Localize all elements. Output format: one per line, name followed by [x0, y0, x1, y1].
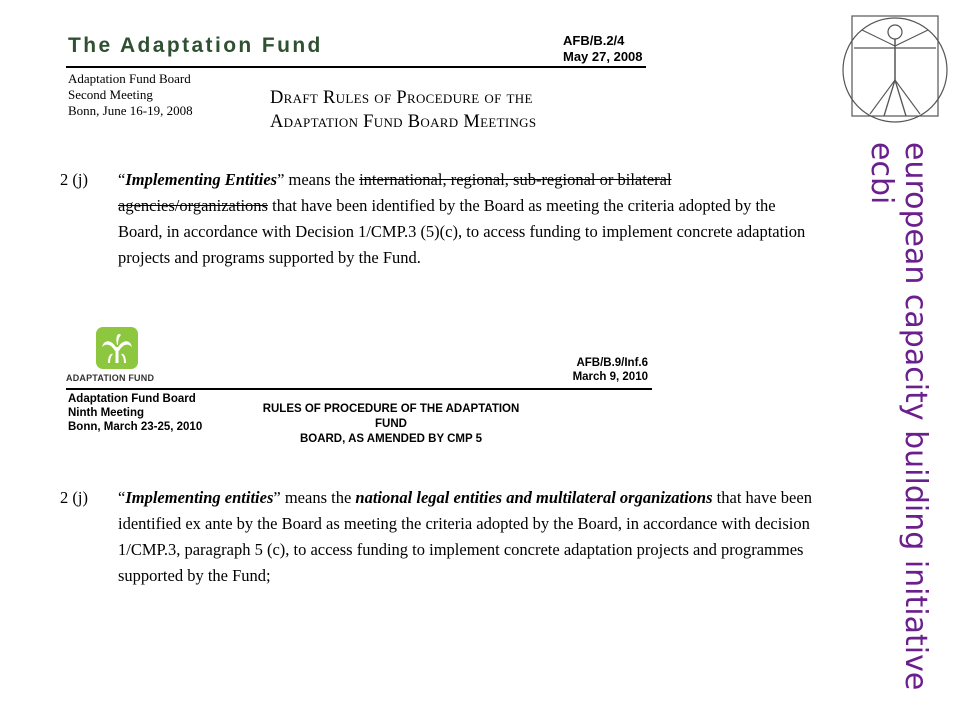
doc2-title-line2: BOARD, AS AMENDED BY CMP 5 — [299, 433, 483, 445]
doc2-reference — [540, 356, 648, 384]
para2-text-b: that have been identified ex ante by the Board as meeting the criteria adopted by the Board, in accordance with decision 1/CMP.3, paragraph 5 (c), to access funding to implement concrete adaptation projects and programmes supported by the Fund; — [118, 488, 812, 585]
doc2-title — [256, 402, 526, 447]
doc2-meeting-info — [68, 392, 202, 434]
ecbi-banner — [832, 142, 933, 691]
doc1-meeting: Second Meeting — [68, 87, 153, 102]
doc2-meeting: Ninth Meeting — [68, 407, 145, 419]
para1-number: 2 (j) — [60, 170, 88, 189]
doc1-meeting-info — [68, 71, 193, 119]
para2-emphasis: national legal entities and multilateral organizations — [355, 488, 713, 507]
para1-text — [118, 167, 818, 271]
ecbi-full-name: european capacity building initiative — [898, 142, 933, 691]
doc1-ref-date: May 27, 2008 — [563, 49, 643, 64]
doc2-ref-number: AFB/B.9/Inf.6 — [576, 357, 648, 369]
doc1-location-date: Bonn, June 16-19, 2008 — [68, 103, 193, 118]
doc1-reference — [563, 33, 643, 65]
para2-quote-close: ” — [273, 488, 281, 507]
para1-term: Implementing Entities — [125, 170, 278, 189]
logo-label: ADAPTATION FUND — [66, 373, 155, 383]
adaptation-fund-leaf-icon — [96, 327, 138, 369]
doc2-board: Adaptation Fund Board — [68, 393, 196, 405]
para1-quote-open: “ — [118, 170, 126, 189]
doc1-board: Adaptation Fund Board — [68, 71, 191, 86]
para2-term: Implementing entities — [125, 488, 274, 507]
doc1-title-line2: Adaptation Fund Board Meetings — [270, 112, 537, 132]
doc1-ref-number: AFB/B.2/4 — [563, 33, 625, 48]
para1-text-a: means the — [284, 170, 360, 189]
ecbi-banner-text — [864, 142, 933, 691]
para2-text-a: means the — [280, 488, 356, 507]
para2-number: 2 (j) — [60, 488, 88, 507]
para1-quote-close: ” — [277, 170, 285, 189]
doc2-title-line1: RULES OF PROCEDURE OF THE ADAPTATION FUND — [262, 403, 520, 430]
doc2-location-date: Bonn, March 23-25, 2010 — [68, 421, 203, 433]
para2-text — [118, 485, 818, 589]
para1-struck-text: international, regional, sub-regional or bilateral agencies/organizations — [118, 170, 672, 215]
doc1-divider — [66, 66, 646, 68]
vitruvian-man-icon — [840, 8, 950, 128]
adaptation-fund-brand: The Adaptation Fund — [68, 34, 323, 57]
para1-text-b: that have been identified by the Board as meeting the criteria adopted by the Board, in accordance with Decision 1/CMP.3 (5)(c), to access funding to implement concrete adaptation projects and programs supported by the Fund. — [118, 196, 806, 267]
para2-quote-open: “ — [118, 488, 126, 507]
doc1-title — [270, 86, 650, 134]
ecbi-acronym: ecbi — [864, 142, 899, 205]
doc2-divider — [66, 388, 652, 390]
doc2-ref-date: March 9, 2010 — [572, 371, 648, 383]
doc1-title-line1: Draft Rules of Procedure of the — [270, 88, 533, 108]
